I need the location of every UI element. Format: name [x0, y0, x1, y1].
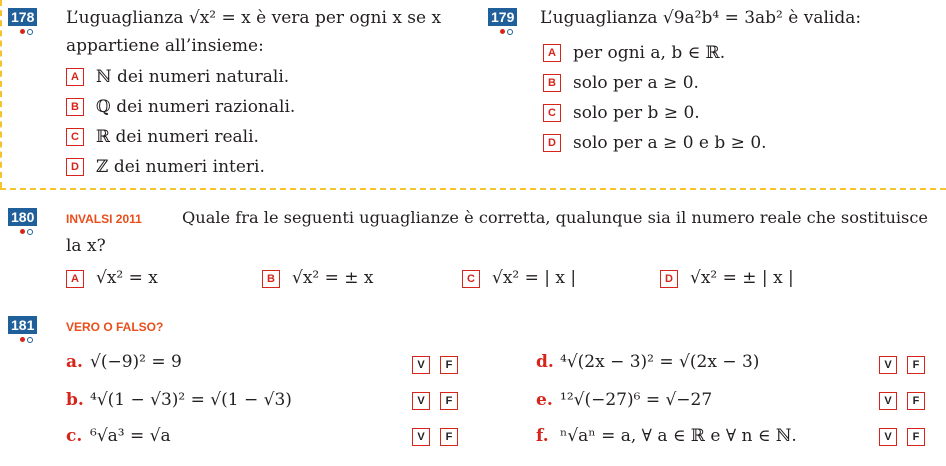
option-text-c: ℝ dei numeri reali. [96, 127, 259, 147]
item-text-e: ¹²√(−27)⁶ = √−27 [560, 390, 713, 410]
question-line-2: appartiene all’insieme: [66, 36, 264, 56]
false-box-d[interactable]: F [907, 356, 925, 374]
true-box-e[interactable]: V [879, 392, 897, 410]
option-text-b: ℚ dei numeri razionali. [96, 97, 296, 117]
difficulty-icon [20, 229, 34, 235]
option-box-d[interactable]: D [543, 134, 561, 152]
option-box-a[interactable]: A [66, 68, 84, 86]
option-box-c[interactable]: C [462, 270, 480, 288]
option-text-a: ℕ dei numeri naturali. [96, 67, 290, 87]
section-divider-vertical [0, 0, 2, 188]
option-text-c: √x² = | x | [492, 268, 577, 288]
question-line-1: Quale fra le seguenti uguaglianze è corretta, qualunque sia il numero reale che sostituisce [182, 208, 929, 227]
false-box-a[interactable]: F [440, 356, 458, 374]
invalsi-tag: INVALSI 2011 [66, 212, 142, 226]
true-false-tag: VERO O FALSO? [66, 320, 164, 334]
difficulty-icon [20, 29, 34, 35]
exercise-number: 180 [8, 208, 37, 226]
option-box-b[interactable]: B [262, 270, 280, 288]
option-box-b[interactable]: B [66, 98, 84, 116]
item-label-f: f. [536, 426, 549, 446]
item-label-e: e. [536, 390, 553, 410]
item-label-b: b. [66, 390, 84, 410]
option-text-b: solo per a ≥ 0. [573, 73, 699, 93]
option-box-c[interactable]: C [543, 104, 561, 122]
option-box-a[interactable]: A [66, 270, 84, 288]
section-divider [0, 188, 946, 190]
true-box-b[interactable]: V [412, 392, 430, 410]
item-text-f: ⁿ√aⁿ = a, ∀ a ∈ ℝ e ∀ n ∈ ℕ. [560, 426, 797, 446]
item-text-c: ⁶√a³ = √a [90, 426, 171, 446]
true-box-c[interactable]: V [412, 428, 430, 446]
option-box-d[interactable]: D [660, 270, 678, 288]
false-box-e[interactable]: F [907, 392, 925, 410]
false-box-c[interactable]: F [440, 428, 458, 446]
item-label-c: c. [66, 426, 83, 446]
question-line-2: la x? [66, 236, 106, 256]
option-text-c: solo per b ≥ 0. [573, 103, 700, 123]
difficulty-icon [20, 337, 34, 343]
option-text-a: √x² = x [96, 268, 158, 288]
item-label-a: a. [66, 352, 83, 372]
true-box-d[interactable]: V [879, 356, 897, 374]
option-box-b[interactable]: B [543, 74, 561, 92]
true-box-a[interactable]: V [412, 356, 430, 374]
option-box-c[interactable]: C [66, 128, 84, 146]
option-text-a: per ogni a, b ∈ ℝ. [573, 43, 726, 63]
question-line-1: L’uguaglianza √x² = x è vera per ogni x se x [66, 8, 442, 28]
option-text-d: solo per a ≥ 0 e b ≥ 0. [573, 133, 767, 153]
difficulty-icon [500, 29, 514, 35]
exercise-number: 179 [488, 8, 517, 26]
item-label-d: d. [536, 352, 554, 372]
false-box-f[interactable]: F [907, 428, 925, 446]
option-text-d: √x² = ± | x | [690, 268, 794, 288]
false-box-b[interactable]: F [440, 392, 458, 410]
item-text-b: ⁴√(1 − √3)² = √(1 − √3) [90, 390, 292, 410]
option-text-d: ℤ dei numeri interi. [96, 157, 265, 177]
true-box-f[interactable]: V [879, 428, 897, 446]
option-box-a[interactable]: A [543, 44, 561, 62]
item-text-d: ⁴√(2x − 3)² = √(2x − 3) [560, 352, 760, 372]
exercise-number: 181 [8, 316, 37, 334]
option-text-b: √x² = ± x [292, 268, 374, 288]
exercise-number: 178 [8, 8, 37, 26]
question-line-1: L’uguaglianza √9a²b⁴ = 3ab² è valida: [540, 8, 862, 28]
item-text-a: √(−9)² = 9 [90, 352, 182, 372]
option-box-d[interactable]: D [66, 158, 84, 176]
